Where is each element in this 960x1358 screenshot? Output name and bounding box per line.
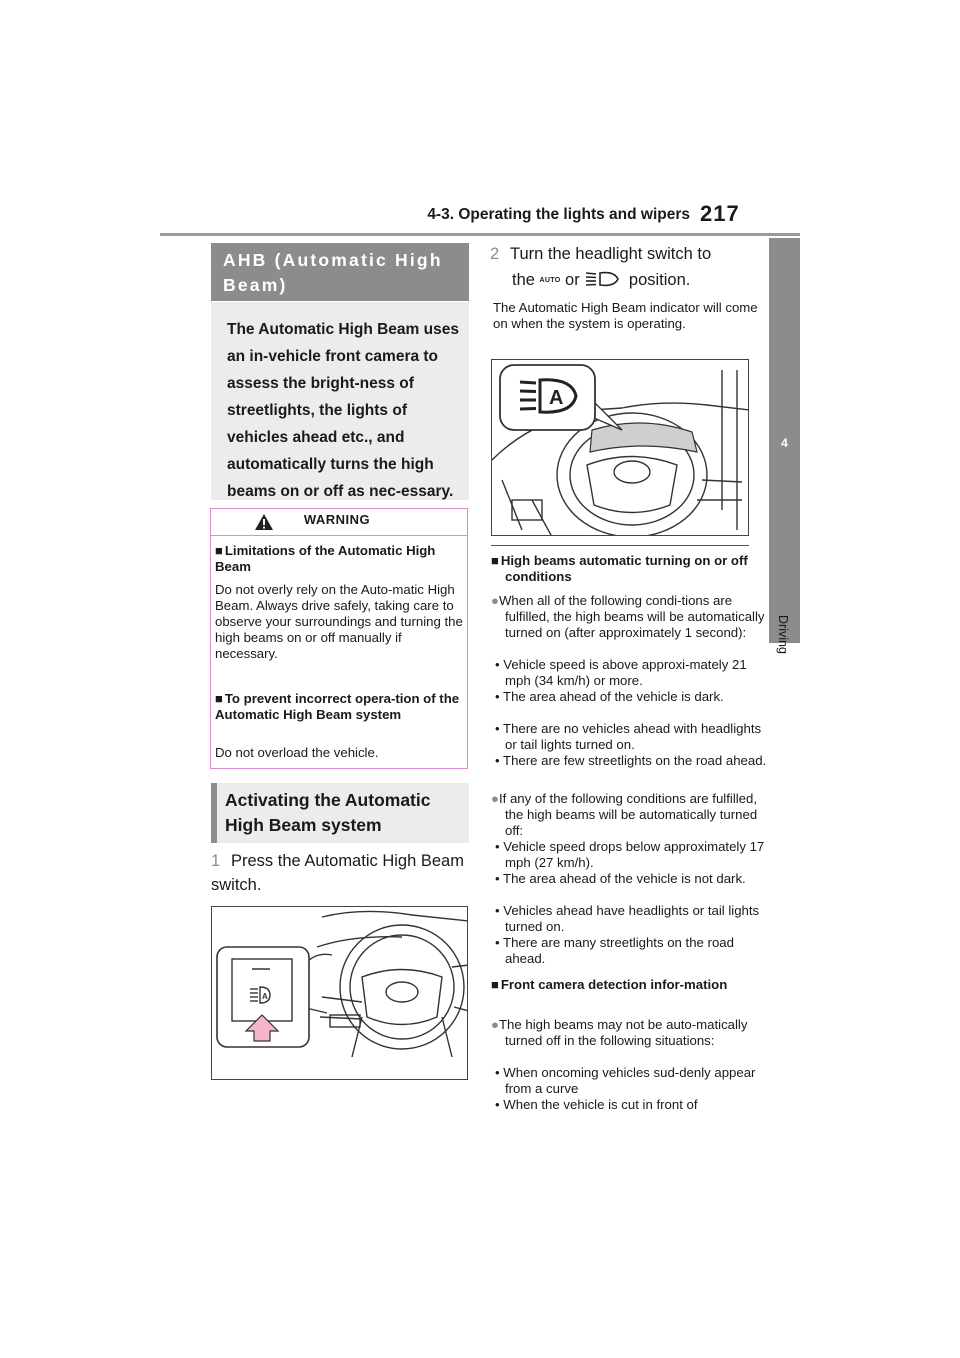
step-2-text-c: position. xyxy=(628,271,691,289)
circle-bullet-icon: ● xyxy=(491,593,499,608)
ahb-intro-box xyxy=(211,302,469,500)
indicator-note: The Automatic High Beam indicator will come on when the system is operating. xyxy=(493,300,758,331)
camera-item: • When the vehicle is cut in front of xyxy=(495,1097,698,1112)
instrument-cluster-drawing xyxy=(492,360,749,536)
conditions-off-item: • Vehicle speed drops below approximately 17 mph (27 km/h). xyxy=(495,839,765,870)
conditions-off-item: • There are many streetlights on the road ahead. xyxy=(495,935,734,966)
page-number: 217 xyxy=(700,201,740,226)
step-2-text-or: or xyxy=(565,271,580,289)
warning-item1-body: Do not overly rely on the Auto-matic High Beam. Always drive safely, taking care to observe your surroundings and turning the high beams on or off manually if necessary. xyxy=(215,582,463,661)
square-bullet-icon: ■ xyxy=(491,553,499,568)
conditions-on-item: • There are no vehicles ahead with headlights or tail lights turned on. xyxy=(495,721,762,752)
step-1-text: Press the Automatic High Beam switch. xyxy=(211,852,464,894)
conditions-on-item: • Vehicle speed is above approxi-mately 21 mph (34 km/h) or more. xyxy=(495,657,747,688)
chapter-number: 4 xyxy=(781,436,788,450)
step-1-number: 1 xyxy=(211,852,221,870)
ahb-heading: AHB (Automatic High Beam) xyxy=(223,250,443,295)
step-2-number: 2 xyxy=(490,245,500,263)
svg-text:A: A xyxy=(262,992,268,1001)
warning-divider xyxy=(211,535,467,536)
activating-heading-box xyxy=(211,783,469,843)
auto-position-icon: AUTO xyxy=(539,277,561,284)
steering-wheel-switch-drawing xyxy=(212,907,468,1080)
step-2 xyxy=(490,241,765,294)
header-rule xyxy=(160,233,800,236)
svg-text:A: A xyxy=(549,387,564,409)
square-bullet-icon: ■ xyxy=(215,543,223,558)
square-bullet-icon: ■ xyxy=(491,977,499,992)
conditions-off-intro: ●If any of the following conditions are fulfilled, the high beams will be automatically turned off: xyxy=(491,791,758,838)
section-title: 4-3. Operating the lights and wipers xyxy=(427,206,690,223)
step-1 xyxy=(211,849,471,897)
ahb-indicator-illustration xyxy=(491,359,749,536)
chapter-label: Driving xyxy=(776,615,790,654)
conditions-head: ■ High beams automatic turning on or off conditions xyxy=(491,553,748,584)
circle-bullet-icon: ● xyxy=(491,1017,499,1032)
warning-item2-head: ■ To prevent incorrect opera-tion of the Automatic High Beam system xyxy=(215,691,460,722)
warning-item1-head: ■ Limitations of the Automatic High Beam xyxy=(215,543,436,574)
camera-head: ■ Front camera detection infor-mation xyxy=(491,977,728,992)
conditions-on-intro: ●When all of the following condi-tions are fulfilled, the high beams will be automatically turned on (after approximately 1 second): xyxy=(491,593,765,640)
conditions-on-item: • There are few streetlights on the road ahead. xyxy=(495,753,767,768)
activating-heading: Activating the Automatic High Beam system xyxy=(225,790,431,835)
camera-intro: ●The high beams may not be auto-matically turned off in the following situations: xyxy=(491,1017,748,1048)
warning-item2-body: Do not overload the vehicle. xyxy=(215,745,379,760)
ahb-intro: The Automatic High Beam uses an in-vehicle front camera to assess the bright-ness of streetlights, the lights of vehicles ahead etc., and automatically turns the high beams on or off as nec-essary. xyxy=(227,321,459,500)
square-bullet-icon: ■ xyxy=(215,691,223,706)
headlight-position-icon xyxy=(584,270,624,288)
camera-item: • When oncoming vehicles sud-denly appear from a curve xyxy=(495,1065,756,1096)
warning-title: WARNING xyxy=(303,512,371,527)
step-2-text-a: Turn the headlight switch to xyxy=(510,245,712,263)
right-divider xyxy=(491,545,749,546)
step-2-text-b: the xyxy=(512,271,535,289)
conditions-off-item: • Vehicles ahead have headlights or tail lights turned on. xyxy=(495,903,760,934)
ahb-switch-illustration xyxy=(211,906,468,1080)
conditions-on-item: • The area ahead of the vehicle is dark. xyxy=(495,689,724,704)
conditions-off-item: • The area ahead of the vehicle is not dark. xyxy=(495,871,746,886)
ahb-heading-box xyxy=(211,243,469,301)
circle-bullet-icon: ● xyxy=(491,791,499,806)
